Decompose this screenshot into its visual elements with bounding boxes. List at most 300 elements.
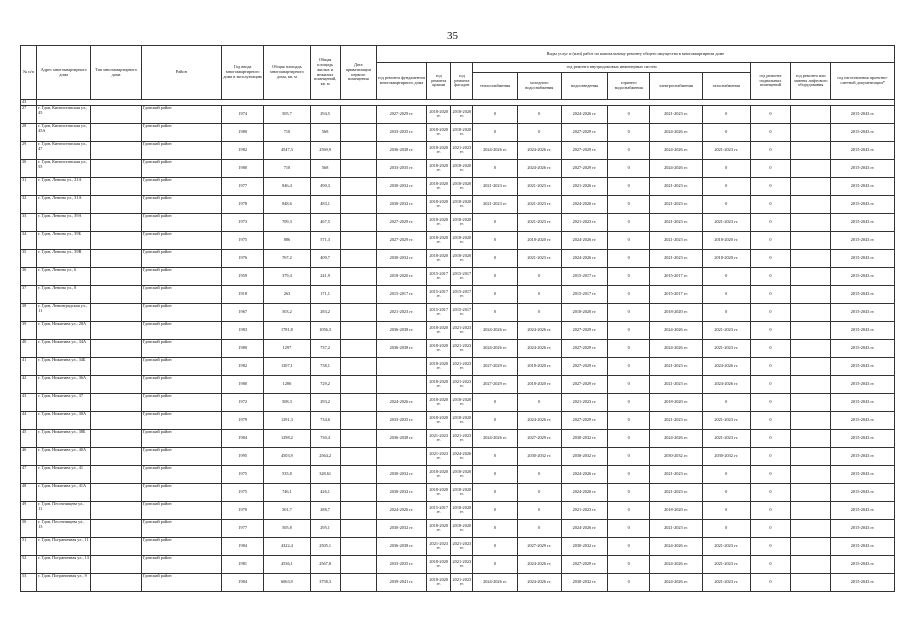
table-row [21,339,895,357]
year-built-cell: 1980 [222,123,264,141]
hdr-works-group: Виды услуг и (или) работ по капитальному ремонту общего имущества в многоквартирном доме [376,46,894,63]
lift-year-cell [791,483,831,501]
address-cell: г. Гдов, Никитина ул., 34А [37,339,91,357]
year-built-cell: 1972 [222,393,264,411]
gas-year-cell: 2021-2023 гг. [702,573,750,591]
total-area-cell: 709,3 [264,213,310,231]
facade-year-cell: 2018-2020 гг. [451,213,473,231]
roof-year-cell: 2018-2020 гг. [427,339,451,357]
roof-year-cell: 2015-2017 гг. [427,285,451,303]
drain-year-cell: 2027-2029 гг. [561,141,607,159]
heat-year-cell: 0 [473,285,517,303]
total-area-cell: 4322,4 [264,537,310,555]
row-number: 29 [21,141,37,159]
type-cell [91,375,141,393]
psd-year-cell: 2015-2043 гг. [831,357,895,375]
roof-year-cell: 2015-2017 гг. [427,267,451,285]
district-cell: Гдовский район [141,375,221,393]
facade-year-cell: 2018-2020 гг. [451,483,473,501]
gas-year-cell: 2021-2023 гг. [702,555,750,573]
type-cell [91,501,141,519]
hot-year-cell: 0 [608,339,650,357]
total-area-cell: 710 [264,159,310,177]
facade-year-cell: 2018-2020 гг. [451,393,473,411]
lift-year-cell [791,321,831,339]
hot-year-cell: 0 [608,537,650,555]
total-area-cell: 6063,9 [264,573,310,591]
elec-year-cell: 2018-2020 гг. [650,303,702,321]
fund-year-cell: 2027-2029 гг. [376,231,426,249]
table-row [21,123,895,141]
lift-year-cell [791,267,831,285]
hdr-district: Район [141,46,221,100]
lift-year-cell [791,411,831,429]
roof-year-cell: 2018-2020 гг. [427,411,451,429]
basement-year-cell: 0 [750,429,790,447]
table-row [21,519,895,537]
elec-year-cell: 2015-2017 гг. [650,267,702,285]
address-cell: г. Гдов, Ленина ул., 6 [37,267,91,285]
facade-year-cell: 2018-2020 гг. [451,123,473,141]
psd-year-cell: 2015-2043 гг. [831,123,895,141]
roof-year-cell: 2018-2020 гг. [427,321,451,339]
elec-year-cell: 2021-2023 гг. [650,249,702,267]
district-cell: Гдовский район [141,501,221,519]
year-built-cell: 1980 [222,375,264,393]
elec-year-cell: 2024-2026 гг. [650,537,702,555]
hdr-cold: холодного водоснабжения [517,73,561,100]
cold-year-cell: 2018-2020 гг. [517,375,561,393]
heat-year-cell: 2024-2026 гг. [473,429,517,447]
row-number: 44 [21,411,37,429]
living-area-cell: 729,2 [310,375,340,393]
roof-year-cell: 2018-2020 гг. [427,519,451,537]
cold-year-cell: 0 [517,393,561,411]
total-area-cell: 379,4 [264,267,310,285]
row-number: 39 [21,321,37,339]
row-number: 53 [21,573,37,591]
table-row [21,105,895,123]
priv-date-cell [340,411,376,429]
living-area-cell: 483,1 [310,195,340,213]
drain-year-cell: 2021-2023 гг. [561,213,607,231]
priv-date-cell [340,195,376,213]
psd-year-cell: 2015-2043 гг. [831,105,895,123]
row-number: 34 [21,231,37,249]
row-number: 51 [21,537,37,555]
year-built-cell: 1979 [222,411,264,429]
address-cell: г. Гдов, Кингисеппская ул., 45А [37,123,91,141]
gas-year-cell: 0 [702,105,750,123]
district-cell: Гдовский район [141,321,221,339]
table-row [21,501,895,519]
lift-year-cell [791,213,831,231]
gas-year-cell: 0 [702,267,750,285]
hot-year-cell: 0 [608,159,650,177]
drain-year-cell: 2027-2029 гг. [561,375,607,393]
type-cell [91,285,141,303]
cold-year-cell: 2027-2029 гг. [517,537,561,555]
total-area-cell: 505,7 [264,105,310,123]
row-number: 37 [21,285,37,303]
gas-year-cell: 0 [702,285,750,303]
elec-year-cell: 2021-2023 гг. [650,213,702,231]
cold-year-cell: 2021-2023 гг. [517,177,561,195]
table-row [21,213,895,231]
psd-year-cell: 2015-2043 гг. [831,141,895,159]
lift-year-cell [791,105,831,123]
elec-year-cell: 2024-2026 гг. [650,159,702,177]
facade-year-cell: 2021-2023 гг. [451,537,473,555]
table-row [21,465,895,483]
psd-year-cell: 2015-2043 гг. [831,555,895,573]
psd-year-cell: 2015-2043 гг. [831,519,895,537]
table-row [21,195,895,213]
hot-year-cell: 0 [608,267,650,285]
facade-year-cell: 2015-2017 гг. [451,303,473,321]
heat-year-cell: 0 [473,123,517,141]
gas-year-cell: 0 [702,303,750,321]
address-cell: г. Гдов, Ленина ул., 31А [37,195,91,213]
district-cell: Гдовский район [141,195,221,213]
hdr-type: Тип многоквартирного дома [91,46,141,100]
district-cell: Гдовский район [141,555,221,573]
gas-year-cell: 0 [702,177,750,195]
priv-date-cell [340,447,376,465]
fund-year-cell: 2030-2032 гг. [376,177,426,195]
psd-year-cell: 2015-2043 гг. [831,159,895,177]
row-number: 38 [21,303,37,321]
hot-year-cell: 0 [608,555,650,573]
roof-year-cell: 2018-2020 гг. [427,573,451,591]
living-area-cell: 734,6 [310,411,340,429]
year-built-cell: 1974 [222,105,264,123]
priv-date-cell [340,555,376,573]
cold-year-cell: 0 [517,465,561,483]
gas-year-cell: 2018-2020 гг. [702,249,750,267]
total-area-cell: 710 [264,123,310,141]
fund-year-cell: 2021-2023 гг. [376,303,426,321]
district-cell: Гдовский район [141,537,221,555]
fund-year-cell: 2033-2035 гг. [376,123,426,141]
roof-year-cell: 2018-2020 гг. [427,393,451,411]
address-cell: г. Гдов, Кингисеппская ул., 47 [37,141,91,159]
district-cell: Гдовский район [141,573,221,591]
drain-year-cell: 2030-2032 гг. [561,573,607,591]
type-cell [91,249,141,267]
type-cell [91,105,141,123]
psd-year-cell: 2015-2043 гг. [831,213,895,231]
type-cell [91,393,141,411]
fund-year-cell [376,447,426,465]
psd-year-cell: 2015-2043 гг. [831,285,895,303]
fund-year-cell: 2015-2017 гг. [376,285,426,303]
row-number: 33 [21,213,37,231]
gas-year-cell: 2021-2023 гг. [702,321,750,339]
total-area-cell: 263 [264,285,310,303]
drain-year-cell: 2024-2026 гг. [561,249,607,267]
row-number: 47 [21,465,37,483]
living-area-cell: 3758,3 [310,573,340,591]
priv-date-cell [340,105,376,123]
row-number: 40 [21,339,37,357]
type-cell [91,141,141,159]
basement-year-cell: 0 [750,537,790,555]
roof-year-cell: 2018-2020 гг. [427,159,451,177]
facade-year-cell: 2024-2026 гг. [451,447,473,465]
total-area-cell: 1291,3 [264,411,310,429]
psd-year-cell: 2015-2043 гг. [831,573,895,591]
hot-year-cell: 0 [608,411,650,429]
elec-year-cell: 2021-2023 гг. [650,177,702,195]
basement-year-cell: 0 [750,105,790,123]
living-area-cell: 2567,8 [310,555,340,573]
row-number: 46 [21,447,37,465]
row-number: 42 [21,375,37,393]
hdr-year-facade: год ремонта фасадов [451,63,473,100]
lift-year-cell [791,501,831,519]
cold-year-cell: 2024-2026 гг. [517,339,561,357]
living-area-cell: 568 [310,123,340,141]
district-cell: Гдовский район [141,465,221,483]
gas-year-cell: 0 [702,159,750,177]
hot-year-cell: 0 [608,285,650,303]
living-area-cell: 295,1 [310,519,340,537]
elec-year-cell: 2018-2020 гг. [650,501,702,519]
roof-year-cell: 2018-2020 гг. [427,249,451,267]
lift-year-cell [791,573,831,591]
roof-year-cell: 2015-2017 гг. [427,501,451,519]
living-area-cell: 490,3 [310,177,340,195]
priv-date-cell [340,501,376,519]
living-area-cell: 2564,2 [310,447,340,465]
facade-year-cell: 2021-2023 гг. [451,141,473,159]
facade-year-cell: 2018-2020 гг. [451,159,473,177]
hot-year-cell: 0 [608,141,650,159]
type-cell [91,465,141,483]
total-area-cell: 508,3 [264,393,310,411]
gas-year-cell: 0 [702,123,750,141]
heat-year-cell: 2024-2026 гг. [473,573,517,591]
cold-year-cell: 0 [517,123,561,141]
elec-year-cell: 2024-2026 гг. [650,573,702,591]
psd-year-cell: 2015-2043 гг. [831,195,895,213]
row-number: 41 [21,357,37,375]
lift-year-cell [791,231,831,249]
roof-year-cell: 2015-2017 гг. [427,303,451,321]
elec-year-cell: 2024-2026 гг. [650,555,702,573]
heat-year-cell: 2024-2026 гг. [473,321,517,339]
drain-year-cell: 2027-2029 гг. [561,159,607,177]
drain-year-cell: 2027-2029 гг. [561,123,607,141]
type-cell [91,483,141,501]
table-row [21,393,895,411]
cold-year-cell: 2024-2026 гг. [517,555,561,573]
basement-year-cell: 0 [750,231,790,249]
cold-year-cell: 0 [517,285,561,303]
hot-year-cell: 0 [608,213,650,231]
row-number: 30 [21,159,37,177]
district-cell: Гдовский район [141,159,221,177]
type-cell [91,303,141,321]
psd-year-cell: 2015-2043 гг. [831,177,895,195]
facade-year-cell: 2018-2020 гг. [451,105,473,123]
cold-year-cell: 2018-2020 гг. [517,231,561,249]
living-area-cell: 1056,3 [310,321,340,339]
elec-year-cell: 2021-2023 гг. [650,357,702,375]
basement-year-cell: 0 [750,573,790,591]
elec-year-cell: 2024-2026 гг. [650,141,702,159]
row-number: 32 [21,195,37,213]
drain-year-cell: 2030-2032 гг. [561,429,607,447]
lift-year-cell [791,555,831,573]
roof-year-cell: 2018-2020 гг. [427,177,451,195]
heat-year-cell: 0 [473,411,517,429]
living-area-cell: 2505,1 [310,537,340,555]
district-cell: Гдовский район [141,231,221,249]
lift-year-cell [791,375,831,393]
gas-year-cell: 0 [702,501,750,519]
hot-year-cell: 0 [608,429,650,447]
total-area-cell: 1297 [264,339,310,357]
table-row [21,159,895,177]
basement-year-cell: 0 [750,321,790,339]
elec-year-cell: 2024-2026 гг. [650,429,702,447]
page-number: 35 [447,30,458,42]
lift-year-cell [791,249,831,267]
fund-year-cell: 2033-2035 гг. [376,555,426,573]
psd-year-cell: 2015-2043 гг. [831,483,895,501]
basement-year-cell: 0 [750,519,790,537]
fund-year-cell: 2024-2026 гг. [376,501,426,519]
year-built-cell: 1984 [222,573,264,591]
psd-year-cell: 2015-2043 гг. [831,375,895,393]
address-cell: г. Гдов, Никитина ул., 40А [37,447,91,465]
heat-year-cell: 2021-2023 гг. [473,195,517,213]
facade-year-cell: 2015-2017 гг. [451,285,473,303]
living-area-cell: 2569,9 [310,141,340,159]
roof-year-cell: 2018-2020 гг. [427,375,451,393]
cold-year-cell: 0 [517,483,561,501]
district-cell: Гдовский район [141,141,221,159]
row-number: 36 [21,267,37,285]
basement-year-cell: 0 [750,483,790,501]
psd-year-cell: 2015-2043 гг. [831,321,895,339]
cold-year-cell: 2027-2029 гг. [517,429,561,447]
hdr-internal-group: год ремонта внутридомовых инженерных систем [473,63,750,73]
living-area-cell: 737,2 [310,339,340,357]
year-built-cell: 1959 [222,267,264,285]
cold-year-cell: 2024-2026 гг. [517,321,561,339]
type-cell [91,537,141,555]
psd-year-cell: 2015-2043 гг. [831,267,895,285]
year-built-cell: 1984 [222,537,264,555]
year-built-cell: 1970 [222,501,264,519]
year-built-cell: 1981 [222,555,264,573]
fund-year-cell [376,357,426,375]
elec-year-cell: 2021-2023 гг. [650,195,702,213]
elec-year-cell: 2021-2023 гг. [650,465,702,483]
year-built-cell: 1982 [222,357,264,375]
drain-year-cell: 2027-2029 гг. [561,339,607,357]
fund-year-cell: 2033-2035 гг. [376,159,426,177]
cold-year-cell: 0 [517,303,561,321]
cold-year-cell: 2024-2026 гг. [517,411,561,429]
type-cell [91,555,141,573]
address-cell: г. Гдов, Ленина ул., 8 [37,285,91,303]
basement-year-cell: 0 [750,393,790,411]
heat-year-cell: 0 [473,249,517,267]
psd-year-cell: 2015-2043 гг. [831,249,895,267]
living-area-cell: 426,1 [310,483,340,501]
psd-year-cell: 2015-2043 гг. [831,465,895,483]
heat-year-cell: 0 [473,465,517,483]
facade-year-cell: 2021-2023 гг. [451,321,473,339]
table-row [21,303,895,321]
fund-year-cell: 2027-2029 гг. [376,213,426,231]
year-built-cell: 1980 [222,339,264,357]
gas-year-cell: 2021-2023 гг. [702,429,750,447]
roof-year-cell: 2021-2023 гг. [427,429,451,447]
hdr-living-area: Общая площадь жилых и нежилых помещений, кв. м [310,46,340,100]
drain-year-cell: 2027-2029 гг. [561,357,607,375]
drain-year-cell: 2021-2026 гг. [561,177,607,195]
cold-year-cell: 0 [517,105,561,123]
address-cell: г. Гдов, Песочнищева ул., 11 [37,501,91,519]
priv-date-cell [340,429,376,447]
district-cell: Гдовский район [141,339,221,357]
drain-year-cell: 2021-2023 гг. [561,501,607,519]
table-row [21,555,895,573]
facade-year-cell: 2018-2020 гг. [451,231,473,249]
total-area-cell: 501,7 [264,501,310,519]
year-built-cell: 1977 [222,519,264,537]
drain-year-cell: 2021-2023 гг. [561,393,607,411]
basement-year-cell: 0 [750,555,790,573]
psd-year-cell: 2015-2043 гг. [831,447,895,465]
facade-year-cell: 2018-2020 гг. [451,195,473,213]
table-row [21,537,895,555]
drain-year-cell: 2024-2026 гг. [561,105,607,123]
facade-year-cell: 2021-2023 гг. [451,339,473,357]
gas-year-cell: 0 [702,465,750,483]
cold-year-cell: 2024-2026 гг. [517,141,561,159]
priv-date-cell [340,483,376,501]
drain-year-cell: 2015-2017 гг. [561,285,607,303]
elec-year-cell: 2030-2032 гг. [650,447,702,465]
heat-year-cell: 0 [473,447,517,465]
total-area-cell: 767,2 [264,249,310,267]
lift-year-cell [791,303,831,321]
priv-date-cell [340,339,376,357]
type-cell [91,519,141,537]
district-cell: Гдовский район [141,483,221,501]
psd-year-cell: 2015-2043 гг. [831,339,895,357]
priv-date-cell [340,357,376,375]
year-built-cell: 1967 [222,303,264,321]
gas-year-cell: 2024-2026 гг. [702,375,750,393]
total-area-cell: 846,4 [264,177,310,195]
gas-year-cell: 2021-2023 гг. [702,339,750,357]
priv-date-cell [340,375,376,393]
fund-year-cell: 2030-2032 гг. [376,465,426,483]
fund-year-cell: 2036-2038 гг. [376,429,426,447]
heat-year-cell: 2027-2029 гг. [473,375,517,393]
priv-date-cell [340,267,376,285]
address-cell: г. Гдов, Ленина ул., 39А [37,213,91,231]
elec-year-cell: 2021-2023 гг. [650,105,702,123]
fund-year-cell: 2030-2032 гг. [376,519,426,537]
